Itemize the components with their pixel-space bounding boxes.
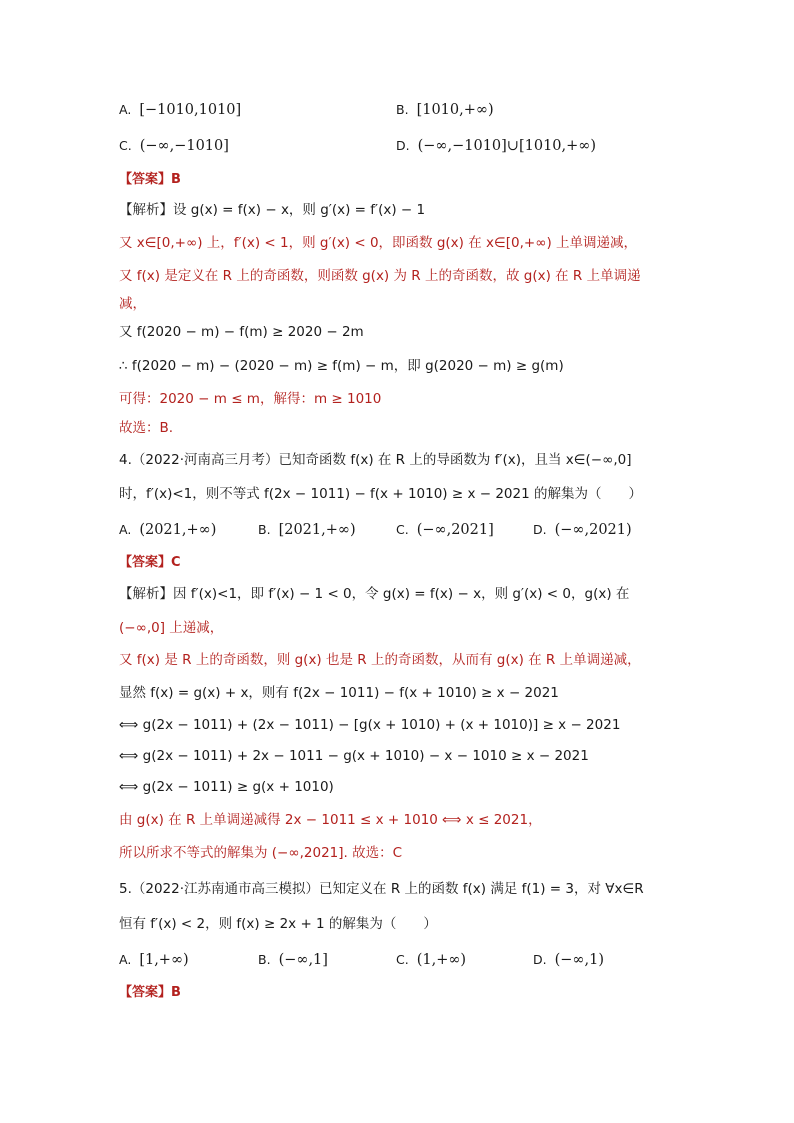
option-text: (−∞,−1010]∪[1010,+∞) (417, 138, 597, 154)
q3-answer: 【答案】B (119, 172, 181, 187)
q4-analysis-line: ⟺ g(2x − 1011) + 2x − 1011 − g(x + 1010) − x − 1010 ≥ x − 2021 (119, 748, 589, 764)
q3-analysis-line: 又 f(2020 − m) − f(m) ≥ 2020 − 2m (119, 324, 364, 340)
q3-analysis-line: 可得：2020 − m ≤ m，解得：m ≥ 1010 (119, 391, 382, 407)
q4-analysis-line: 显然 f(x) = g(x) + x，则有 f(2x − 1011) − f(x + 1010) ≥ x − 2021 (119, 685, 559, 701)
q4-analysis-line: 所以所求不等式的解集为 (−∞,2021]. 故选：C (119, 845, 403, 861)
q4-analysis-line: ⟺ g(2x − 1011) ≥ g(x + 1010) (119, 779, 334, 795)
option-text: (−∞,2021] (416, 522, 494, 538)
option-label: C. (396, 952, 409, 967)
q4-analysis-line: (−∞,0] 上递减， (119, 620, 224, 636)
option-text: (1,+∞) (416, 952, 467, 968)
option-text: [1,+∞) (139, 952, 189, 968)
q3-option-d (396, 136, 596, 156)
q4-stem-line: 4.（2022·河南高三月考）已知奇函数 f(x) 在 R 上的导函数为 f′(x)，且当 x∈(−∞,0] (119, 452, 632, 468)
option-label: C. (119, 138, 132, 153)
q4-option-d (533, 520, 632, 540)
option-label: B. (258, 522, 271, 537)
option-label: A. (119, 522, 132, 537)
q5-stem-line: 恒有 f′(x) < 2，则 f(x) ≥ 2x + 1 的解集为（ ） (119, 916, 437, 932)
option-text: [1010,+∞) (416, 102, 494, 118)
q5-option-a (119, 950, 189, 970)
q3-analysis-line: 故选：B. (119, 420, 174, 436)
q5-option-c (396, 950, 466, 970)
option-label: A. (119, 952, 132, 967)
q3-option-b (396, 100, 494, 120)
q4-analysis-line: ⟺ g(2x − 1011) + (2x − 1011) − [g(x + 1010) + (x + 1010)] ≥ x − 2021 (119, 717, 621, 733)
q5-stem-line: 5.（2022·江苏南通市高三模拟）已知定义在 R 上的函数 f(x) 满足 f(1) = 3，对 ∀x∈R (119, 881, 644, 897)
q3-analysis-line: ∴ f(2020 − m) − (2020 − m) ≥ f(m) − m，即 g(2020 − m) ≥ g(m) (119, 358, 564, 374)
option-text: (−∞,1) (554, 952, 604, 968)
q5-option-b (258, 950, 328, 970)
q4-analysis-line: 又 f(x) 是 R 上的奇函数，则 g(x) 也是 R 上的奇函数，从而有 g(x) 在 R 上单调递减， (119, 652, 641, 668)
q3-analysis-line: 【解析】设 g(x) = f(x) − x，则 g′(x) = f′(x) − 1 (119, 202, 426, 218)
q4-stem-line: 时，f′(x)<1，则不等式 f(2x − 1011) − f(x + 1010) ≥ x − 2021 的解集为（ ） (119, 486, 642, 502)
option-text: (2021,+∞) (139, 522, 217, 538)
q4-option-c (396, 520, 494, 540)
option-label: D. (533, 952, 547, 967)
option-label: A. (119, 102, 132, 117)
option-text: (−∞,1] (278, 952, 328, 968)
option-label: B. (396, 102, 409, 117)
q3-analysis-line: 又 f(x) 是定义在 R 上的奇函数，则函数 g(x) 为 R 上的奇函数，故 g(x) 在 R 上单调递 (119, 268, 641, 284)
q3-analysis-line: 又 x∈[0,+∞) 上，f′(x) < 1，则 g′(x) < 0，即函数 g(x) 在 x∈[0,+∞) 上单调递减， (119, 235, 638, 251)
option-text: (−∞,2021) (554, 522, 632, 538)
q4-analysis-line: 由 g(x) 在 R 上单调递减得 2x − 1011 ≤ x + 1010 ⟺ x ≤ 2021， (119, 812, 542, 828)
q5-answer: 【答案】B (119, 985, 181, 1000)
option-text: [−1010,1010] (139, 102, 242, 118)
q3-option-a (119, 100, 241, 120)
option-label: C. (396, 522, 409, 537)
q3-analysis-line: 减， (119, 296, 146, 312)
q4-analysis-line: 【解析】因 f′(x)<1，即 f′(x) − 1 < 0，令 g(x) = f(x) − x，则 g′(x) < 0，g(x) 在 (119, 586, 630, 602)
q4-option-b (258, 520, 356, 540)
option-label: B. (258, 952, 271, 967)
option-text: (−∞,−1010] (139, 138, 229, 154)
option-label: D. (396, 138, 410, 153)
option-text: [2021,+∞) (278, 522, 356, 538)
q5-option-d (533, 950, 604, 970)
q3-option-c (119, 136, 229, 156)
option-label: D. (533, 522, 547, 537)
q4-answer: 【答案】C (119, 555, 181, 570)
q4-option-a (119, 520, 216, 540)
